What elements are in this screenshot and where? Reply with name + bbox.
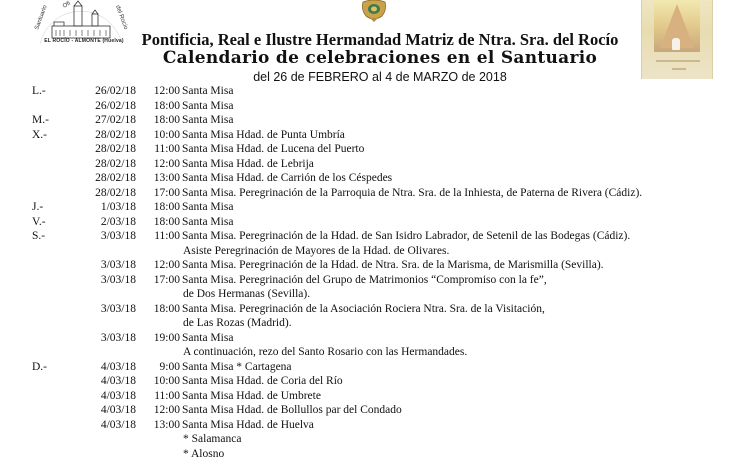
- time-cell: 9:00: [140, 360, 180, 375]
- schedule-row: [0, 316, 750, 331]
- schedule-row: [0, 99, 750, 114]
- description-cell: Santa Misa Hdad. de Huelva: [182, 418, 314, 433]
- time-cell: 12:00: [140, 84, 180, 99]
- svg-text:Santuario: Santuario: [34, 4, 49, 31]
- day-label: D.-: [32, 360, 47, 375]
- description-cell: Santa Misa. Peregrinación de la Hdad. de Ntra. Sra. de la Marisma, de Marismilla (Sevilla).: [182, 258, 604, 273]
- time-cell: 11:00: [140, 229, 180, 244]
- description-cell: Santa Misa. Peregrinación de la Parroquia de Ntra. Sra. de la Inhiesta, de Paterna de Rivera (Cádiz).: [182, 186, 642, 201]
- schedule-row: [0, 84, 750, 99]
- schedule-row: [0, 200, 750, 215]
- description-cell: Santa Misa Hdad. de Lucena del Puerto: [182, 142, 364, 157]
- description-cell: Santa Misa Hdad. de Carrión de los Céspedes: [182, 171, 392, 186]
- time-cell: 13:00: [140, 171, 180, 186]
- day-label: M.-: [32, 113, 49, 128]
- schedule-row: [0, 403, 750, 418]
- day-label: V.-: [32, 215, 46, 230]
- date-cell: 26/02/18: [74, 99, 136, 114]
- date-cell: 4/03/18: [74, 360, 136, 375]
- day-label: J.-: [32, 200, 43, 215]
- date-cell: 3/03/18: [74, 331, 136, 346]
- schedule-row: [0, 113, 750, 128]
- schedule-row: [0, 273, 750, 288]
- time-cell: 18:00: [140, 99, 180, 114]
- date-cell: 4/03/18: [74, 418, 136, 433]
- date-cell: 28/02/18: [74, 186, 136, 201]
- day-label: S.-: [32, 229, 45, 244]
- description-cell: * Salamanca: [183, 432, 241, 447]
- schedule-row: [0, 229, 750, 244]
- description-cell: Santa Misa. Peregrinación de la Hdad. de San Isidro Labrador, de Setenil de las Bodegas (Cádiz).: [182, 229, 630, 244]
- schedule-row: [0, 389, 750, 404]
- description-cell: Santa Misa: [182, 331, 233, 346]
- time-cell: 17:00: [140, 186, 180, 201]
- time-cell: 10:00: [140, 374, 180, 389]
- date-cell: 2/03/18: [74, 215, 136, 230]
- description-cell: Santa Misa Hdad. de Coria del Río: [182, 374, 343, 389]
- time-cell: 18:00: [140, 200, 180, 215]
- description-cell: Santa Misa * Cartagena: [182, 360, 292, 375]
- logo-caption: EL ROCÍO - ALMONTE (Huelva): [36, 38, 132, 44]
- date-cell: 28/02/18: [74, 142, 136, 157]
- schedule-row: [0, 244, 750, 259]
- date-cell: 26/02/18: [74, 84, 136, 99]
- time-cell: 11:00: [140, 389, 180, 404]
- date-cell: 3/03/18: [74, 229, 136, 244]
- description-cell: Santa Misa Hdad. de Punta Umbría: [182, 128, 345, 143]
- time-cell: 12:00: [140, 157, 180, 172]
- time-cell: 13:00: [140, 418, 180, 433]
- schedule-row: [0, 302, 750, 317]
- day-label: L.-: [32, 84, 46, 99]
- svg-text:Ofi: Ofi: [62, 1, 72, 10]
- schedule-row: [0, 287, 750, 302]
- description-cell: Santa Misa Hdad. de Umbrete: [182, 389, 321, 404]
- time-cell: 18:00: [140, 113, 180, 128]
- date-cell: 27/02/18: [74, 113, 136, 128]
- description-cell: Santa Misa: [182, 200, 233, 215]
- description-cell: * Alosno: [183, 447, 224, 461]
- schedule-row: [0, 331, 750, 346]
- time-cell: 19:00: [140, 331, 180, 346]
- date-cell: 4/03/18: [74, 403, 136, 418]
- time-cell: 12:00: [140, 403, 180, 418]
- date-range: del 26 de FEBRERO al 4 de MARZO de 2018: [0, 70, 750, 84]
- time-cell: 18:00: [140, 302, 180, 317]
- description-cell: de Dos Hermanas (Sevilla).: [183, 287, 310, 302]
- description-cell: Santa Misa Hdad. de Bollullos par del Condado: [182, 403, 402, 418]
- schedule-row: [0, 345, 750, 360]
- page-title: Calendario de celebraciones en el Santuario: [0, 48, 750, 68]
- schedule-row: [0, 142, 750, 157]
- schedule-row: [0, 258, 750, 273]
- time-cell: 11:00: [140, 142, 180, 157]
- description-cell: Santa Misa: [182, 215, 233, 230]
- schedule-row: [0, 128, 750, 143]
- time-cell: 12:00: [140, 258, 180, 273]
- time-cell: 18:00: [140, 215, 180, 230]
- schedule-row: [0, 171, 750, 186]
- date-cell: 4/03/18: [74, 389, 136, 404]
- date-cell: 1/03/18: [74, 200, 136, 215]
- description-cell: Asiste Peregrinación de Mayores de la Hdad. de Olivares.: [183, 244, 449, 259]
- date-cell: 3/03/18: [74, 273, 136, 288]
- date-cell: 3/03/18: [74, 258, 136, 273]
- time-cell: 17:00: [140, 273, 180, 288]
- day-label: X.-: [32, 128, 47, 143]
- description-cell: Santa Misa: [182, 84, 233, 99]
- schedule-row: [0, 157, 750, 172]
- description-cell: Santa Misa: [182, 113, 233, 128]
- schedule-row: [0, 432, 750, 447]
- date-cell: 28/02/18: [74, 171, 136, 186]
- description-cell: Santa Misa Hdad. de Lebrija: [182, 157, 314, 172]
- hermandad-crest-icon: [360, 0, 388, 22]
- description-cell: de Las Rozas (Madrid).: [183, 316, 292, 331]
- date-cell: 28/02/18: [74, 128, 136, 143]
- schedule-row: [0, 186, 750, 201]
- schedule-row: [0, 360, 750, 375]
- svg-text:del Rocío: del Rocío: [114, 5, 129, 31]
- description-cell: Santa Misa: [182, 99, 233, 114]
- organization-name: Pontificia, Real e Ilustre Hermandad Matriz de Ntra. Sra. del Rocío: [0, 30, 750, 50]
- date-cell: 3/03/18: [74, 302, 136, 317]
- date-cell: 28/02/18: [74, 157, 136, 172]
- schedule-row: [0, 447, 750, 461]
- description-cell: Santa Misa. Peregrinación de la Asociación Rociera Ntra. Sra. de la Visitación,: [182, 302, 545, 317]
- description-cell: Santa Misa. Peregrinación del Grupo de Matrimonios “Compromiso con la fe”,: [182, 273, 547, 288]
- date-cell: 4/03/18: [74, 374, 136, 389]
- description-cell: A continuación, rezo del Santo Rosario con las Hermandades.: [183, 345, 467, 360]
- time-cell: 10:00: [140, 128, 180, 143]
- schedule-row: [0, 215, 750, 230]
- schedule-row: [0, 374, 750, 389]
- celebrations-schedule: [0, 84, 750, 461]
